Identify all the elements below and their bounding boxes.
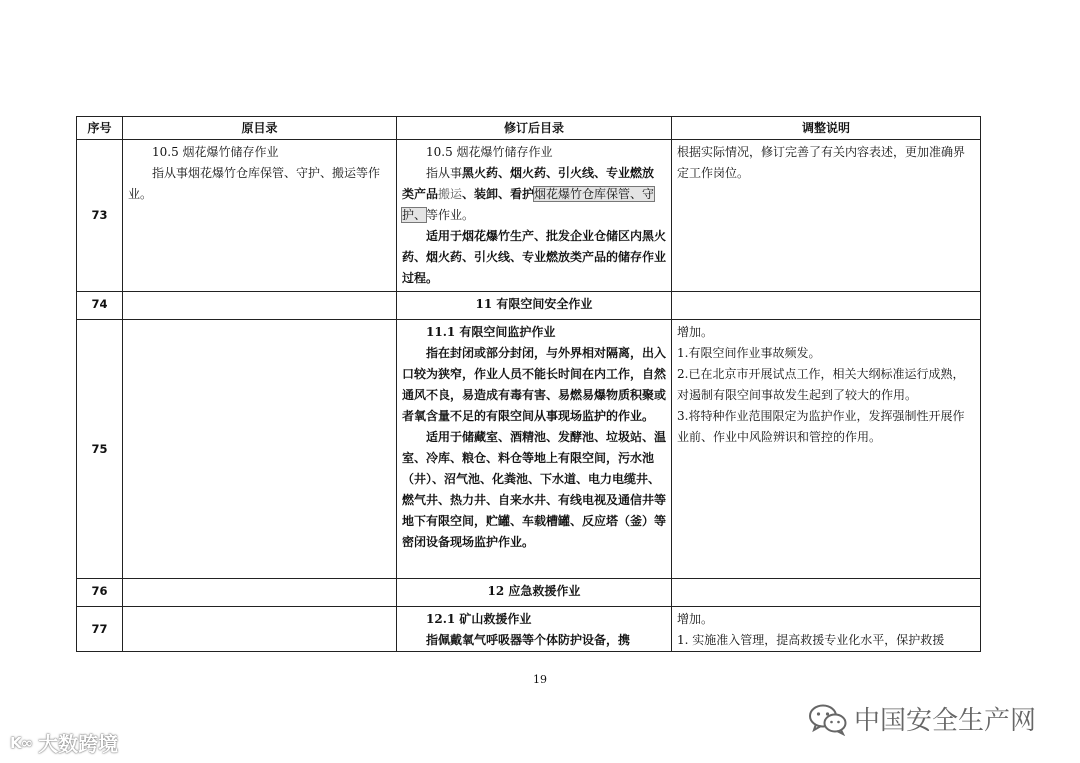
revised-added-text: 、装卸、看护 — [462, 187, 535, 201]
revised-text: 搬运 — [438, 187, 463, 201]
watermark-right — [808, 700, 1036, 737]
header-revised: 修订后目录 — [397, 117, 672, 140]
row-number: 74 — [77, 292, 123, 320]
revised-desc — [402, 163, 666, 226]
header-no: 序号 — [77, 117, 123, 140]
revised-desc: 指在封闭或部分封闭，与外界相对隔离，出入口较为狭窄，作业人员不能长时间在内工作，自然通风不良，易造成有毒有害、易燃易爆物质积聚或者氧含量不足的有限空间从事现场监护的作业。 — [402, 346, 667, 423]
note-line: 2.已在北京市开展试点工作，相关大纲标准运行成熟，对遏制有限空间事故发生起到了较大的作用。 — [677, 367, 965, 402]
wechat-icon — [808, 702, 848, 736]
catalog-table — [76, 116, 981, 652]
table-row — [77, 140, 981, 292]
original-cell — [123, 579, 397, 607]
revised-desc: 指佩戴氧气呼吸器等个体防护设备，携 — [426, 633, 631, 647]
table-row — [77, 607, 981, 652]
original-desc: 指从事烟花爆竹仓库保管、守护、搬运等作业。 — [128, 166, 381, 201]
original-title: 10.5 烟花爆竹储存作业 — [152, 145, 279, 159]
note-line: 3.将特种作业范围限定为监护作业，发挥强制性开展作业前、作业中风险辨识和管控的作用。 — [677, 409, 965, 444]
page-number: 19 — [533, 673, 547, 686]
row-number: 76 — [77, 579, 123, 607]
note-line: 增加。 — [677, 325, 714, 339]
revised-title: 11.1 有限空间监护作业 — [426, 325, 556, 339]
original-cell — [123, 140, 397, 292]
original-cell — [123, 292, 397, 320]
note-line: 增加。 — [677, 612, 714, 626]
revised-title: 10.5 烟花爆竹储存作业 — [426, 145, 553, 159]
revised-scope: 适用于烟花爆竹生产、批发企业仓储区内黑火药、烟火药、引火线、专业燃放类产品的储存作业过程。 — [402, 229, 667, 285]
table-row — [77, 320, 981, 579]
watermark-logo: K∞ — [10, 733, 33, 752]
revised-highlight-text: 烟花爆竹仓库保管、守护、 — [402, 187, 655, 222]
note-cell — [672, 607, 981, 652]
revised-title: 12.1 矿山救援作业 — [426, 612, 532, 626]
note-line: 1.有限空间作业事故频发。 — [677, 346, 821, 360]
original-cell — [123, 607, 397, 652]
note-cell — [672, 292, 981, 320]
revised-text: 等作业。 — [426, 208, 475, 222]
header-original: 原目录 — [123, 117, 397, 140]
revised-cell — [397, 607, 672, 652]
revised-cell — [397, 320, 672, 579]
note-cell — [672, 579, 981, 607]
revised-text: 指从事 — [426, 166, 463, 180]
table-row — [77, 292, 981, 320]
header-note: 调整说明 — [672, 117, 981, 140]
note-cell — [672, 320, 981, 579]
table-row — [77, 579, 981, 607]
table-header-row — [77, 117, 981, 140]
original-cell — [123, 320, 397, 579]
revised-cell — [397, 140, 672, 292]
note-cell — [672, 140, 981, 292]
revised-scope: 适用于储藏室、酒精池、发酵池、垃圾站、温室、冷库、粮仓、料仓等地上有限空间，污水池（井）、沼气池、化粪池、下水道、电力电缆井、燃气井、热力井、自来水井、有线电视及通信井等地下有限空间，贮罐、车载槽罐、反应塔（釜）等密闭设备现场监护作业。 — [402, 430, 667, 549]
note-text: 根据实际情况，修订完善了有关内容表述，更加准确界定工作岗位。 — [677, 145, 966, 180]
revised-section-title: 11 有限空间安全作业 — [397, 292, 672, 320]
watermark-left-text: 大数跨境 — [38, 732, 119, 756]
watermark-left — [10, 728, 118, 757]
watermark-right-text: 中国安全生产网 — [854, 706, 1037, 736]
row-number: 75 — [77, 320, 123, 579]
note-line: 1. 实施准入管理，提高救援专业化水平，保护救援 — [677, 633, 945, 647]
row-number: 73 — [77, 140, 123, 292]
row-number: 77 — [77, 607, 123, 652]
revised-added-text: 黑火药、烟火药、引火线、专业燃放类产品 — [402, 166, 655, 201]
revised-section-title: 12 应急救援作业 — [397, 579, 672, 607]
